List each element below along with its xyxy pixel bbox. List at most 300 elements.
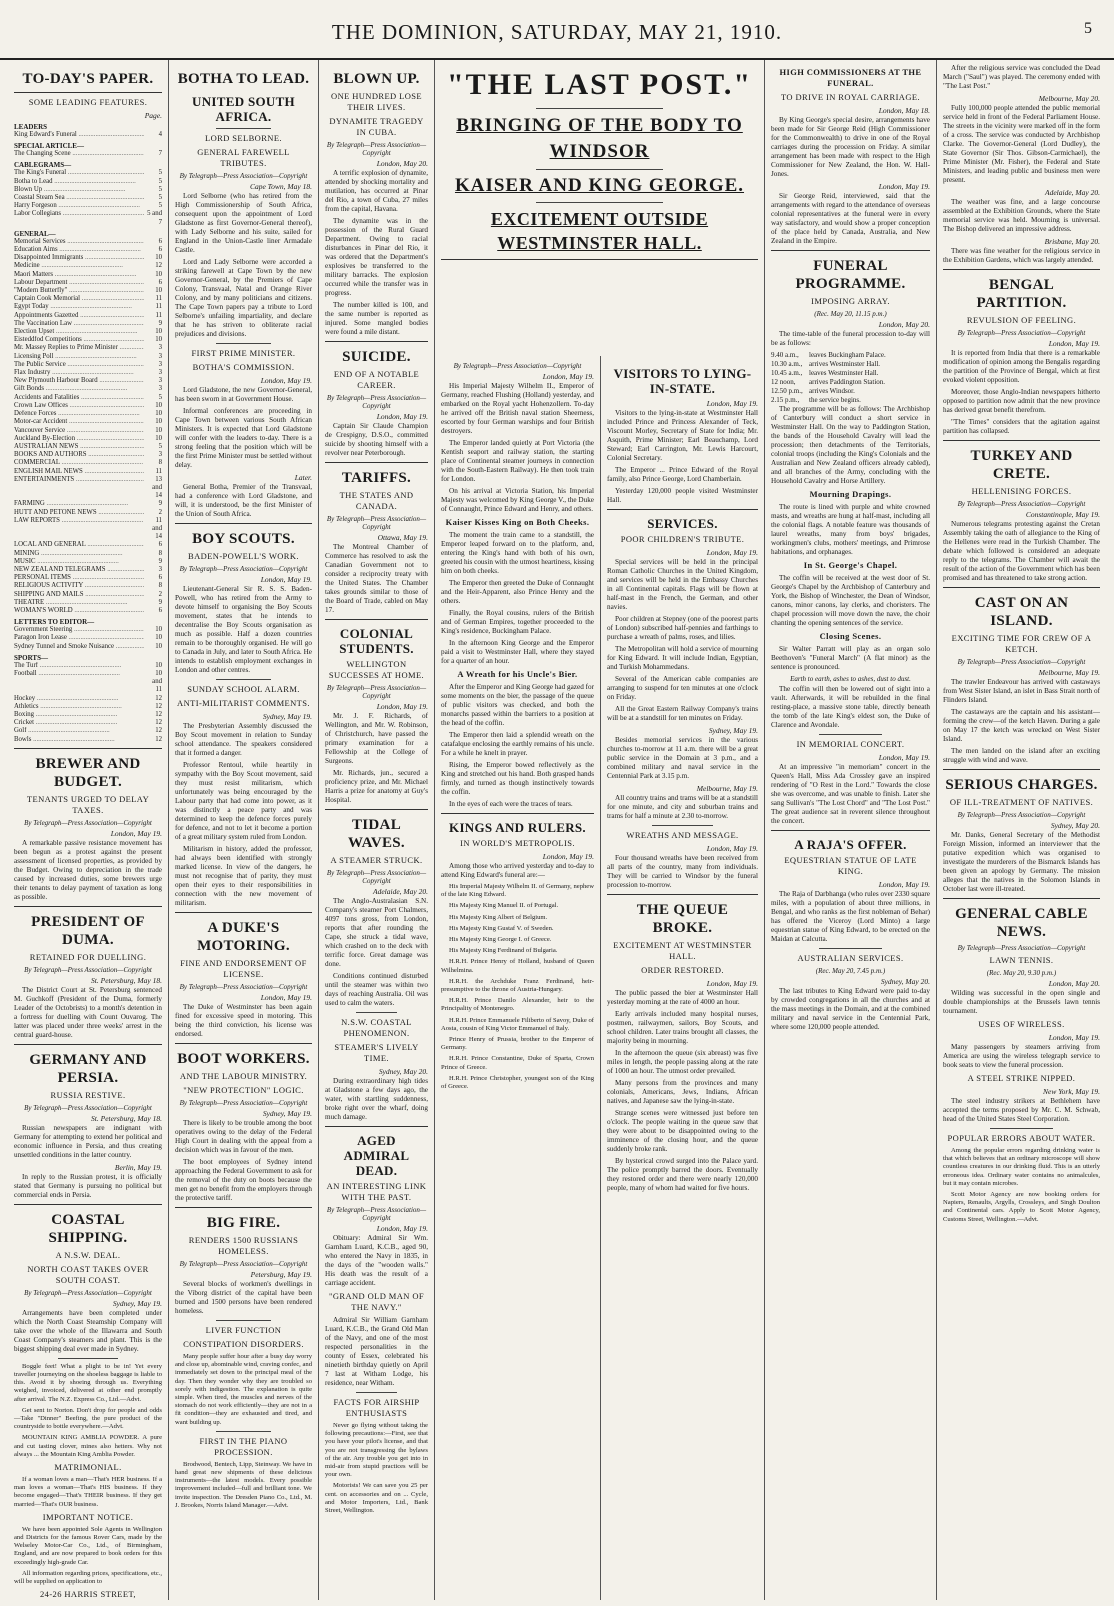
place-date: London, May 19. bbox=[1048, 1033, 1100, 1042]
article-body: The Emperor then greeted the Duke of Connaught and the Heir-Apparent, also Prince Henry and the others. bbox=[441, 579, 594, 605]
coastal-sub: A N.S.W. DEAL. bbox=[55, 1249, 121, 1260]
contents-row bbox=[14, 287, 162, 295]
article-body: By hysterical crowd surged into the Palace yard. The police promptly barred the doors. Eventually they restored order and there were nearly 120,000 people, many of whom had waited for five hours. bbox=[607, 1157, 758, 1192]
place-date: London, May 19. bbox=[110, 828, 162, 838]
dateline: By Telegraph—Press Association—Copyright bbox=[24, 818, 152, 827]
place-date: London, May 20. bbox=[376, 159, 428, 168]
contents-title: RELIGIOUS ACTIVITY ..... bbox=[14, 582, 144, 590]
contents-row bbox=[14, 178, 162, 186]
article-body: Rising, the Emperor bowed reflectively as the King and stretched out his hand. Both grasped hands firmly, and turned as though instinctively towards the coffin. bbox=[441, 761, 594, 796]
advert-body: Get sent to Norton. Don't drop for people and odds—Take "Dinner" Beefing, the pure product of the countryside to bottle everywhere.—Advt. bbox=[14, 1406, 162, 1431]
contents-title: Flax Industry ..... bbox=[14, 369, 144, 377]
dateline: By Telegraph—Press Association—Copyright bbox=[453, 362, 582, 370]
contents-title: Egypt Today ..... bbox=[14, 303, 144, 311]
contents-row bbox=[14, 459, 162, 467]
place-date: Constantinople, May 19. bbox=[1025, 510, 1100, 519]
article-body: Poor children at Stepney (one of the poorest parts of London) subscribed half-pennies and farthings to purchase a wreath of palms, roses, and lilies. bbox=[607, 615, 758, 641]
timetable-row bbox=[771, 351, 930, 360]
contents-row bbox=[14, 468, 162, 476]
article-body: Early arrivals included many hospital nurses, postmen, railwaymen, sailors, Boy Scouts, and school children. Later trains brought all classes, the majority being in mourning. bbox=[607, 1010, 758, 1045]
contents-row bbox=[14, 634, 162, 642]
suicide-sub: END OF A NOTABLE CAREER. bbox=[333, 369, 420, 390]
article-body: The last tributes to King Edward were paid to-day by crowded congregations in all the churches and at the mass meetings in the Domain, and at the combined military and naval service in the Centennial Park, where some 120,000 people attended. bbox=[771, 987, 930, 1031]
article-body: The weather was fine, and a large concourse assembled at the Exhibition Grounds, where the State memorial service was held. Mourning is universal. The Bishop delivered an impressive address. bbox=[943, 198, 1100, 233]
botha-sub2: LORD SELBORNE. bbox=[205, 133, 282, 143]
contents-row bbox=[14, 394, 162, 402]
botha-sub3: GENERAL FAREWELL TRIBUTES. bbox=[197, 147, 290, 168]
contents-page: 3 bbox=[158, 565, 162, 573]
place-date: Berlin, May 19. bbox=[114, 1162, 162, 1172]
contents-page: 5 bbox=[158, 185, 162, 193]
list-item: H.R.H. Prince Danilo Alexander, heir to the Principality of Montenegro. bbox=[441, 997, 594, 1013]
list-item: H.R.H. Prince Henry of Holland, husband of Queen Wilhelmina. bbox=[441, 958, 594, 974]
place-date: Adelaide, May 20. bbox=[1045, 188, 1100, 197]
article-body: The public passed the bier at Westminster Hall yesterday morning at the rate of 4000 an hour. bbox=[607, 989, 758, 1006]
contents-title: Cricket ..... bbox=[14, 719, 144, 727]
contents-page: 11 bbox=[155, 467, 162, 475]
contents-title: Football ..... bbox=[14, 670, 144, 695]
contents-title: Accidents and Fatalities ..... bbox=[14, 394, 144, 402]
duke-heading: A DUKE'S MOTORING. bbox=[197, 920, 290, 954]
contents-title: ENGLISH MAIL NEWS ..... bbox=[14, 468, 144, 476]
headline-last-post: "THE LAST POST." bbox=[446, 68, 753, 101]
article-body: Militarism in history, added the professor, had always been identified with strongly marked license. In view of the dangers, he must not recognise that of parity, they must open their eyes to their responsibilities in connection with the new movement of militarism. bbox=[175, 845, 312, 907]
persia-sub: RUSSIA RESTIVE. bbox=[50, 1089, 126, 1100]
article-body: The Anglo-Australasian S.N. Company's steamer Port Chalmers, 4097 tons gross, from London, reports that after rounding the Cape, she struck a tidal wave, which crashed on to the deck with terrific force. Great damage was done. bbox=[325, 897, 428, 968]
timetable-event: arrives Westminster Hall. bbox=[809, 360, 881, 368]
contents-row bbox=[14, 662, 162, 670]
place-date: Brisbane, May 20. bbox=[1044, 237, 1100, 246]
contents-title: SHIPPING AND MAILS ..... bbox=[14, 591, 144, 599]
contents-row bbox=[14, 377, 162, 385]
timetable bbox=[771, 351, 930, 405]
tariffs-heading: TARIFFS. bbox=[341, 470, 412, 486]
place-date: London, May 19. bbox=[376, 702, 428, 711]
place-date: Sydney, May 19. bbox=[262, 1109, 312, 1118]
dateline: By Telegraph—Press Association—Copyright bbox=[179, 1099, 308, 1107]
queue-heading: THE QUEUE BROKE. bbox=[636, 902, 729, 936]
contents-title: AUSTRALIAN NEWS ..... bbox=[14, 443, 144, 451]
advert-body: All information regarding prices, specifications, etc., will be supplied on application to bbox=[14, 1569, 162, 1586]
place-date: London, May 19. bbox=[706, 844, 758, 853]
timetable-event: arrives Windsor. bbox=[809, 387, 855, 395]
article-body: Lord and Lady Selborne were accorded a striking farewell at Cape Town by the new Governor-General, by the Premiers of Cape Colony, Transvaal, Natal and Orange River Colony, and by many politicians and citizens. The Cape Town papers pay a tribute to Lord Selborne's unfailing impartiality, and declare that he has striven to obliterate racial prejudices and divisions. bbox=[175, 258, 312, 338]
list-item: Prince Henry of Prussia, brother to the Emperor of Germany. bbox=[441, 1036, 594, 1052]
timetable-time: 12.50 p.m., bbox=[771, 387, 803, 395]
rajah-sub: EQUESTRIAN STATUE OF LATE KING. bbox=[784, 855, 917, 876]
contents-title: Education Aims ..... bbox=[14, 246, 144, 254]
blown-heading: BLOWN UP. bbox=[333, 71, 420, 87]
closing-quote: Earth to earth, ashes to ashes, dust to dust. bbox=[790, 675, 911, 683]
contents-title: LOCAL AND GENERAL ..... bbox=[14, 541, 144, 549]
timetable-event: the service begins. bbox=[809, 396, 861, 404]
contents-row bbox=[14, 254, 162, 262]
list-item: H.R.H. the Archduke Franz Ferdinand, heir-presumptive to the throne of Austria-Hungary. bbox=[441, 977, 594, 994]
contents-page: 6 bbox=[158, 278, 162, 286]
contents-title: Medicine ..... bbox=[14, 262, 144, 270]
place-date: Melbourne, May 19. bbox=[1038, 668, 1100, 677]
contents-title: BOOKS AND AUTHORS ..... bbox=[14, 451, 144, 459]
contents-row bbox=[14, 670, 162, 695]
place-date: Adelaide, May 20. bbox=[373, 887, 428, 896]
charges-sub: OF ILL-TREATMENT OF NATIVES. bbox=[949, 797, 1094, 807]
scouts-sub: BADEN-POWELL'S WORK. bbox=[188, 551, 299, 561]
timetable-time: 9.40 a.m., bbox=[771, 351, 799, 359]
article-body: Never go flying without taking the following precautions:—First, see that you have your pilot's license, and that you are not transgressing the bylaws of the air. Any trouble you get into in mid-air from stupid practices will be your own. bbox=[325, 1422, 428, 1479]
place-date: Sydney, May 19. bbox=[262, 712, 312, 721]
article-body: Several of the American cable companies are arranging to suspend for ten minutes at one o'clock on Friday. bbox=[607, 675, 758, 701]
contents-page: 12 bbox=[155, 702, 162, 710]
page-number: 5 bbox=[1084, 20, 1092, 37]
contents-row bbox=[14, 558, 162, 566]
tennis-sub: LAWN TENNIS. bbox=[989, 955, 1054, 965]
duke-sub: FINE AND ENDORSEMENT OF LICENSE. bbox=[180, 958, 307, 979]
contents-title: The Turf ..... bbox=[14, 662, 144, 670]
charges-heading: SERIOUS CHARGES. bbox=[945, 777, 1098, 793]
fire-sub: RENDERS 1500 RUSSIANS HOMELESS. bbox=[188, 1235, 299, 1256]
todays-paper-heading: TO-DAY'S PAPER. bbox=[22, 71, 154, 87]
contents-row bbox=[14, 435, 162, 443]
contents-title: WOMAN'S WORLD ..... bbox=[14, 607, 144, 615]
advert-heading: MATRIMONIAL. bbox=[54, 1462, 122, 1473]
contents-title: King Edward's Funeral ..... bbox=[14, 131, 144, 139]
place-date: New York, May 19. bbox=[1042, 1087, 1100, 1096]
contents-page: 12 bbox=[155, 694, 162, 702]
article-body: Several blocks of workmen's dwellings in the Viborg district of the capital have been burned and 1500 persons have been rendered homeless. bbox=[175, 1280, 312, 1315]
contents-page: 11 and 14 bbox=[152, 516, 162, 541]
contents-row bbox=[14, 271, 162, 279]
timetable-row bbox=[771, 396, 930, 405]
article-body: The Presbyterian Assembly discussed the Boy Scout movement in relation to Sunday school attendance. The speakers considered that it formed a danger. bbox=[175, 722, 312, 757]
article-body: The route is lined with purple and white crowned masts, and wreaths are hung at half-mast, including all the colonial flags. A notable feature was thousands of laurel wreaths, many from boys' brigades, workingmen's clubs, mothers' meetings, and Primrose habitations, and orphanages. bbox=[771, 503, 930, 556]
contents-row bbox=[14, 336, 162, 344]
crete-heading: TURKEY AND CRETE. bbox=[970, 448, 1073, 482]
duma-sub: RETAINED FOR DUELLING. bbox=[29, 951, 147, 962]
place-date: London, May 19. bbox=[260, 993, 312, 1002]
blown-sub: ONE HUNDRED LOSE THEIR LIVES. bbox=[331, 91, 422, 112]
article-body: Wilding was successful in the open single and double championships at the Brussels lawn tennis tournament. bbox=[943, 989, 1100, 1015]
headline-bringing-body: BRINGING OF THE BODY TO WINDSOR bbox=[456, 115, 743, 162]
timetable-row bbox=[771, 378, 930, 387]
contents-page: 6 bbox=[158, 246, 162, 254]
kings-sub: IN WORLD'S METROPOLIS. bbox=[460, 838, 575, 848]
contents-title: Captain Cook Memorial ..... bbox=[14, 295, 144, 303]
contents-row bbox=[14, 626, 162, 634]
contents-title: Defence Forces ..... bbox=[14, 410, 144, 418]
contents-title: HUTT AND PETONE NEWS ..... bbox=[14, 509, 144, 517]
place-date: Sydney, May 20. bbox=[1050, 821, 1100, 830]
contents-page: 10 bbox=[155, 634, 162, 642]
contents-row bbox=[14, 169, 162, 177]
article-body: The men landed on the island after an exciting struggle with wind and wave. bbox=[943, 747, 1100, 764]
contents-title: Maori Matters ..... bbox=[14, 271, 144, 279]
contents-row bbox=[14, 328, 162, 336]
article-body: Strange scenes were witnessed just before ten o'clock. The people waiting in the queue saw that they were about to be disappointed owing to the imminence of the closing hour, and the queue suddenly broke rank. bbox=[607, 1109, 758, 1153]
article-body: The boot employees of Sydney intend approaching the Federal Government to ask for the removal of the duty on boots because the men get no benefit from the employers through the protective tariff. bbox=[175, 1158, 312, 1202]
article-body: All country trains and trams will be at a standstill for one minute, and city and suburban trains and trams for half a minute at 2.30 to-morrow. bbox=[607, 794, 758, 820]
contents-row bbox=[14, 410, 162, 418]
contents-title: Boxing ..... bbox=[14, 711, 144, 719]
contents-row bbox=[14, 517, 162, 542]
article-body: The District Court at St. Petersburg sentenced M. Guchkoff (President of the Duma, formerly Leader of the Octobrists) to a month's detention in a fortress for duelling with Count Ouvarog. The latter was placed under three weeks' arrest in the central guard-house. bbox=[14, 985, 162, 1039]
place-date: London, May 19. bbox=[1048, 339, 1100, 348]
article-body: Four thousand wreaths have been received from all parts of the country, many from individuals. They will be carried to Windsor by the funeral procession to-morrow. bbox=[607, 854, 758, 889]
programme-heading: FUNERAL PROGRAMME. bbox=[795, 258, 906, 292]
dateline: By Telegraph—Press Association—Copyright bbox=[957, 811, 1086, 819]
contents-title: Coastal Steam Sea ..... bbox=[14, 194, 144, 202]
contents-page: 5 bbox=[158, 393, 162, 401]
article-body: In the afternoon King George and the Emperor paid a visit to Westminster Hall, where they stayed for a quarter of an hour. bbox=[441, 639, 594, 665]
closing-subhead: Closing Scenes. bbox=[819, 631, 882, 641]
contents-title: Vancouver Service ..... bbox=[14, 427, 144, 435]
contents-title: Government Steering ..... bbox=[14, 626, 144, 634]
students-sub: WELLINGTON SUCCESSES AT HOME. bbox=[328, 659, 425, 680]
contents-page: 11 bbox=[155, 295, 162, 303]
services-sub: POOR CHILDREN'S TRIBUTE. bbox=[620, 534, 745, 544]
contents-title: NEW ZEALAND TELEGRAMS ..... bbox=[14, 566, 144, 574]
article-body: In the afternoon the queue (six abreast) was five miles in length, the people passing along at the rate of 1000 an hour. The utmost order prevailed. bbox=[607, 1049, 758, 1075]
place-date: Melbourne, May 19. bbox=[696, 784, 758, 793]
contents-page: 6 bbox=[158, 237, 162, 245]
contents-page: 10 bbox=[155, 410, 162, 418]
article-body: After the Emperor and King George had gazed for some moments on the bier, the passage of the queue of public visitors was checked, and both the monarchs passed within the barriers to a position at the head of the coffin. bbox=[441, 683, 594, 727]
place-date: London, May 19. bbox=[260, 575, 312, 584]
list-item: His Imperial Majesty Wilhelm II. of Germany, nephew of the late King Edward. bbox=[441, 883, 594, 899]
contents-page: 6 bbox=[158, 574, 162, 582]
article-body: Among the popular errors regarding drinking water is that which believes that an ordinary microscope will show countless creatures in our drinking fluid. This is an utterly erroneous idea. Ordinary water contains no animalcules, but it may contain microbes. bbox=[943, 1147, 1100, 1187]
contents-page: 8 bbox=[158, 582, 162, 590]
contents-page: 10 bbox=[155, 270, 162, 278]
timetable-row bbox=[771, 360, 930, 369]
contents-row bbox=[14, 711, 162, 719]
contents-page: 10 bbox=[155, 287, 162, 295]
contents-page: 5 and 7 bbox=[147, 210, 162, 226]
liver-sub: CONSTIPATION DISORDERS. bbox=[183, 1339, 304, 1349]
contents-row bbox=[14, 238, 162, 246]
admiral-sub: AN INTERESTING LINK WITH THE PAST. bbox=[326, 1181, 427, 1202]
article-body: Many persons from the provinces and many colonials, Americans, Jews, Indians, African natives, and Japanese saw the lying-in-state. bbox=[607, 1079, 758, 1105]
contents-title: THEATRE ..... bbox=[14, 599, 144, 607]
contents-title: Golf ..... bbox=[14, 727, 144, 735]
tidal-heading: TIDAL WAVES. bbox=[348, 817, 405, 851]
contents-category: LEADERS bbox=[14, 123, 48, 131]
wreaths-heading: WREATHS AND MESSAGE. bbox=[626, 830, 739, 840]
contents-page: 10 bbox=[155, 626, 162, 634]
bengal-heading: BENGAL PARTITION. bbox=[976, 277, 1067, 311]
boot-heading: BOOT WORKERS. bbox=[177, 1051, 310, 1067]
contents-row bbox=[14, 599, 162, 607]
contents-row bbox=[14, 541, 162, 549]
article-body: In reply to the Russian protest, it is officially stated that Germany is pursuing no political but commercial ends in Persia. bbox=[14, 1172, 162, 1199]
contents-title: Labour Department ..... bbox=[14, 279, 144, 287]
persia-heading: GERMANY AND PERSIA. bbox=[29, 1051, 147, 1086]
contents-row bbox=[14, 344, 162, 352]
article-body: In the eyes of each were the traces of tears. bbox=[449, 800, 573, 808]
contents-category: LETTERS TO EDITOR— bbox=[14, 618, 95, 627]
contents-title: Bowls ..... bbox=[14, 736, 144, 744]
contents-row bbox=[14, 695, 162, 703]
contents-title: Appointments Gazetted ..... bbox=[14, 312, 144, 320]
contents-title: Auckland By-Election ..... bbox=[14, 435, 144, 443]
contents-page: 3 bbox=[158, 385, 162, 393]
contents-title: COMMERCIAL ..... bbox=[14, 459, 144, 467]
contents-page: 8 bbox=[158, 459, 162, 467]
column-3 bbox=[318, 60, 434, 1600]
place-date: London, May 19. bbox=[376, 412, 428, 421]
list-item: H.R.H. Prince Constantine, Duke of Sparta, Crown Prince of Greece. bbox=[441, 1055, 594, 1071]
article-body: Fully 100,000 people attended the public memorial service held in front of the Federal Parliament House. The streets in the vicinity were marked off in the form of a cross. The service was conducted by Archbishop Clarke. The Governor-General (Lord Dudley), the State Governor (Sir Thos. Gibson-Carmichael), the Prime Minister (Mr. Fisher), the Federal and State Ministers, and leading public and business men were present. bbox=[943, 104, 1100, 184]
contents-title: Gift Bonds ..... bbox=[14, 385, 144, 393]
article-body: The programme will be as follows: The Archbishop of Canterbury will conduct a short service in Westminster Hall. On the way to Paddington Station, the bands of the Household Cavalry will lead the procession; then detachments of the Territorials, colonial troops (including the King's Colonials and the Australian and New Zealand officers already cabled), and all branches of the Army, concluding with the Household Cavalry and Horse Artillery. bbox=[771, 405, 930, 485]
contents-title: MUSIC ..... bbox=[14, 558, 144, 566]
dateline: By Telegraph—Press Association—Copyright bbox=[326, 1206, 427, 1222]
botha-sub: UNITED SOUTH AFRICA. bbox=[192, 94, 295, 124]
nsw-heading: N.S.W. COASTAL PHENOMENON. bbox=[341, 1017, 412, 1038]
headline-kaiser-king: KAISER AND KING GEORGE. bbox=[454, 175, 745, 196]
contents-row bbox=[14, 369, 162, 377]
contents-row bbox=[14, 303, 162, 311]
article-body: The number killed is 100, and the same number is reported as injured. Some mangled bodies were found a mile distant. bbox=[325, 301, 428, 336]
advert-body: We have been appointed Sole Agents in Wellington and Districts for the famous Rover Cars, made by the Welseley Motor-Car Co., Ltd., of Birmingham, England, and are now prepared to book orders for this exceedingly high-grade Car. bbox=[14, 1525, 162, 1566]
dateline: By Telegraph—Press Association—Copyright bbox=[179, 172, 308, 180]
column-2 bbox=[168, 60, 318, 1600]
contents-page: 10 bbox=[155, 426, 162, 434]
contents-title: Labor Collegians ..... bbox=[14, 210, 144, 226]
contents-page: 8 bbox=[158, 549, 162, 557]
contents-page: 2 bbox=[158, 508, 162, 516]
article-body: The dynamite was in the possession of the Rural Guard Department. Owing to racial disturbances in Pinar del Rio, it was ordered that the Department's explosives be transferred to the military barracks. The explosion occurred while the transfer was in progress. bbox=[325, 217, 428, 297]
article-body: The castaways are the captain and his assistant—forming the crew—of the ketch Haven. During a gale on May 17 the ketch was wrecked on West Sister Island. bbox=[943, 708, 1100, 743]
dateline: By Telegraph—Press Association—Copyright bbox=[326, 869, 427, 885]
place-date: Petersburg, May 19. bbox=[250, 1270, 312, 1279]
article-body: Arrangements have been completed under which the North Coast Steamship Company will take over the whole of the Illawarra and South Coast Company's steamers and plant. This is the biggest shipping deal ever made in Sydney. bbox=[14, 1308, 162, 1353]
contents-title: Licensing Poll ..... bbox=[14, 353, 144, 361]
advert-body: Many people suffer hour after a busy day worry and close up, abominable wind, craving confec, and immediately set down to the principal meal of the day. Then they wonder why they are troubled so sorely with indigestion. The explanation is quite simple. When tired, the muscles and nerves of the stomach do not work efficiently—they are not in a fit condition—they are exhausted and tired, and want building up. bbox=[175, 1353, 312, 1426]
article-body: Many passengers by steamers arriving from America are using the wireless telegraph service to book seats to view the funeral procession. bbox=[943, 1043, 1100, 1069]
article-body: There is likely to be trouble among the boot operatives owing to the delay of the Federal High Court in dealing with the appeal from a decision which was in favour of the men. bbox=[175, 1119, 312, 1154]
contents-page: 3 bbox=[158, 377, 162, 385]
article-body: Mr. Richards, jun., secured a proficiency prize, and Mr. Michael Harris a prize for anatomy at Guy's Hospital. bbox=[325, 769, 428, 804]
queue-sub: EXCITEMENT AT WESTMINSTER HALL. bbox=[613, 940, 752, 961]
contents-title: Eisteddfod Competitions ..... bbox=[14, 336, 144, 344]
place-date: Cape Town, May 18. bbox=[249, 182, 312, 191]
contents-row bbox=[14, 500, 162, 508]
dateline: By Telegraph—Press Association—Copyright bbox=[957, 329, 1086, 337]
wireless-sub: USES OF WIRELESS. bbox=[978, 1019, 1065, 1029]
contents-row bbox=[14, 607, 162, 615]
island-sub: EXCITING TIME FOR CREW OF A KETCH. bbox=[951, 633, 1092, 654]
article-body: Mr. Danks, General Secretary of the Methodist Foreign Mission, informed an interviewer that the putative expedition which was organised to investigate the murderers of the Bismarck Islands has been given an apology by Germany. The mission alleges that the natives in the Solomon Islands in October last were ill-treated. bbox=[943, 831, 1100, 893]
article-body: During extraordinary high tides at Gladstone a few days ago, the water, with startling suddenness, broke right over the wharf, doing much damage. bbox=[325, 1077, 428, 1121]
article-body: After the religious service was concluded the Dead March ("Saul") was played. The ceremony ended with "The Last Post." bbox=[943, 64, 1100, 90]
place-date: London, May 18. bbox=[878, 106, 930, 115]
dateline: By Telegraph—Press Association—Copyright bbox=[326, 141, 427, 157]
contents-page: 9 bbox=[158, 598, 162, 606]
botha-heading: BOTHA TO LEAD. bbox=[177, 71, 310, 87]
contents-row bbox=[14, 402, 162, 410]
contents-row bbox=[14, 353, 162, 361]
article-body: General Botha, Premier of the Transvaal, had a conference with Lord Gladstone, and will, it is understood, be the first Minister of the Union of South Africa. bbox=[175, 483, 312, 518]
dateline: By Telegraph—Press Association—Copyright bbox=[179, 1260, 308, 1268]
advert-heading: 24-26 HARRIS STREET, bbox=[40, 1589, 136, 1600]
advert-body: Scott Motor Agency are now booking orders for Napiers, Renaults, Argylls, Crossleys, and Singh Doulton and Continental cars. Apply to Scott Motor Agency, Customs Street, Wellington.—Advt. bbox=[943, 1191, 1100, 1223]
contents-title: The Changing Scene ..... bbox=[14, 150, 144, 158]
scouts-heading: BOY SCOUTS. bbox=[192, 531, 295, 547]
place-date: London, May 19. bbox=[706, 979, 758, 988]
article-body: The Emperor ... Prince Edward of the Royal family, also Prince George, Lord Chamberlain. bbox=[607, 466, 758, 483]
contents-category: SPORTS— bbox=[14, 653, 48, 662]
article-body: Sir George Reid, interviewed, said that the arrangements with regard to the attendance of overseas colonial representatives at the funeral were in every way satisfactory, and would show a proper conception of the place held by Canada, Australia, and New Zealand in the Empire. bbox=[771, 192, 930, 245]
contents-title: Harry Forgeson ..... bbox=[14, 202, 144, 210]
contents-title: Sydney Tunnel and Smoke Nuisance ..... bbox=[14, 643, 144, 651]
article-body: Finally, the Royal cousins, rulers of the British and of German Empires, together proceeded to the King's residence, Buckingham Palace. bbox=[441, 609, 594, 635]
article-body: A remarkable passive resistance movement has been begun as a protest against the present assessment of licensed properties, as provided by the Budget. Owing to depreciation in the trade caused by increased duties, some brewers urge their tenants to delay payment of taxation as long as possible. bbox=[14, 838, 162, 901]
liver-heading: LIVER FUNCTION bbox=[205, 1325, 282, 1335]
list-item: H.R.H. Prince Christopher, youngest son of the King of Greece. bbox=[441, 1074, 594, 1091]
pm-sub: BOTHA'S COMMISSION. bbox=[192, 362, 295, 372]
contents-row bbox=[14, 320, 162, 328]
brewer-sub: TENANTS URGED TO DELAY TAXES. bbox=[26, 793, 150, 815]
article-body: Russian newspapers are indignant with Germany for attempting to extend her political and economic influence in Persia, and thus creating unsettled conditions in the latter country. bbox=[14, 1123, 162, 1159]
article-body: "The Times" considers that the agitation against partition has collapsed. bbox=[943, 418, 1100, 435]
list-item: His Majesty King Albert of Belgium. bbox=[449, 913, 548, 921]
contents-page: 3 bbox=[158, 360, 162, 368]
article-body: The coffin will then be lowered out of sight into a vault. Afterwards, it will be rebuilded in the final resting-place, a massive stone table, directly beneath the tomb of the late King's eldest son, the Duke of Clarence and Avondale. bbox=[771, 685, 930, 729]
queue-sub2: ORDER RESTORED. bbox=[641, 965, 724, 975]
article-body: Lord Gladstone, the new Governor-General, has been sworn in at Government House. bbox=[175, 386, 312, 403]
contents-page: 3 bbox=[158, 369, 162, 377]
contents-page: 11 bbox=[155, 303, 162, 311]
crete-sub: HELLENISING FORCES. bbox=[971, 486, 1072, 496]
timetable-row bbox=[771, 369, 930, 378]
article-body: The moment the train came to a standstill, the Emperor leaped forward on to the platform, and, entering the King's hand with both of his own, greeted his cousin with the utmost heartiness, kissing him on both cheeks. bbox=[441, 531, 594, 575]
memorial-heading: IN MEMORIAL CONCERT. bbox=[796, 739, 905, 749]
dateline: By Telegraph—Press Association—Copyright bbox=[326, 394, 427, 410]
list-item: His Majesty King George I. of Greece. bbox=[449, 936, 552, 944]
article-body: Among those who arrived yesterday and to-day to attend King Edward's funeral are:— bbox=[441, 862, 594, 879]
article-body: The coffin will be received at the west door of St. George's Chapel by the Archbishop of Canterbury and York, the Bishop of Winchester, the Dean of Windsor, canons, minor canons, lay clerks, and choristers. The chapel procession will move down the nave, the choir chanting the opening sentences of the service. bbox=[771, 574, 930, 627]
contents-row bbox=[14, 703, 162, 711]
article-body: Lord Selborne (who has retired from the High Commissionership of South Africa, consequent upon the appointment of Lord Gladstone as first Governor-General thereof), with Lady Selborne and his suite, sailed for England in the Union-Castle liner Armadale Castle. bbox=[175, 192, 312, 254]
contents-row bbox=[14, 262, 162, 270]
article-body: Visitors to the lying-in-state at Westminster Hall included Prince and Princess Alexander of Teck, Viscount Morley, Secretary of State for India; Mr. Asquith, Prime Minister; Earl Beauchamp, Lord Steward; Earl Carrington, Mr. Lewis Harcourt, Colonial Secretary. bbox=[607, 409, 758, 462]
suicide-heading: SUICIDE. bbox=[342, 349, 411, 365]
article-body: The Duke of Westminster has been again fined for excessive speed in motoring. This being the third conviction, his license was endorsed. bbox=[175, 1003, 312, 1038]
place-date: St. Petersburg, May 18. bbox=[91, 975, 162, 985]
column-4b bbox=[600, 356, 764, 1600]
article-body: It is reported from India that there is a remarkable modification of opinion among the Bengalis regarding the partition of the Province of Bengal, which at first evoked violent opposition. bbox=[943, 349, 1100, 384]
contents-row bbox=[14, 451, 162, 459]
contents-title: Botha to Lead ..... bbox=[14, 178, 144, 186]
masthead-title: THE DOMINION, SATURDAY, MAY 21, 1910. bbox=[331, 20, 783, 44]
contents-page: 10 bbox=[155, 336, 162, 344]
contents-row bbox=[14, 194, 162, 202]
fire-heading: BIG FIRE. bbox=[206, 1215, 281, 1231]
admiral-heading: AGED ADMIRAL DEAD. bbox=[343, 1133, 410, 1178]
contents-title: Athletics ..... bbox=[14, 703, 144, 711]
contents-row bbox=[14, 736, 162, 744]
contents-page: 6 bbox=[158, 541, 162, 549]
contents-page: 9 bbox=[158, 557, 162, 565]
place-date: London, May 19. bbox=[542, 852, 594, 861]
blown-sub2: DYNAMITE TRAGEDY IN CUBA. bbox=[329, 116, 424, 137]
place-date: St. Petersburg, May 18. bbox=[91, 1113, 162, 1123]
contents-row bbox=[14, 279, 162, 287]
article-body: At an impressive "in memoriam" concert in the Queen's Hall, Miss Ada Crossley gave an inspired rendering of "O Rest in the Lord." Towards the close she was overcome, and was unable to finish. Later she sang Sullivan's "The Lost Chord" and "The Lost Post." The great audience sat in reverent silence throughout the concert. bbox=[771, 763, 930, 825]
contents-page: 6 bbox=[158, 606, 162, 614]
hc-sub: TO DRIVE IN ROYAL CARRIAGE. bbox=[780, 92, 920, 102]
advert-body: Boggle feet! What a plight to be in! Yet every traveller journeying on the shoeless baggage is liable to this. Avoid it by shoeing through us. Everything weighed, invoiced, delivered at other end promptly after arrival. The N.Z. Express Co., Ltd.—Advt. bbox=[14, 1362, 162, 1403]
